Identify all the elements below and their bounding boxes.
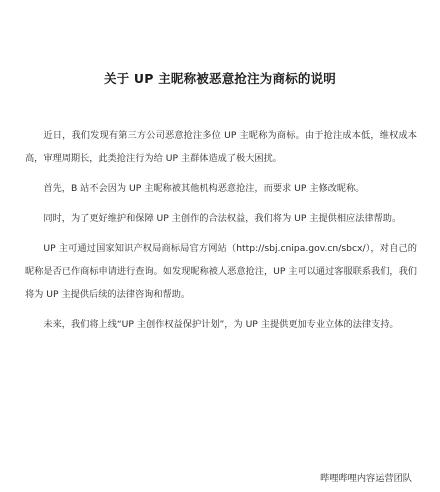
paragraph-future-plan: 未来，我们将上线“UP 主创作权益保护计划”，为 UP 主提供更加专业立体的法律支持。	[43, 319, 399, 330]
signature: 哔哩哔哩内容运营团队	[320, 473, 412, 484]
paragraph-query-instructions: UP 主可通过国家知识产权局商标局官方网站（http://sbj.cnipa.gov.cn/sbcx/），对自己的昵称是否已作商标申请进行查询。如发现昵称被人恶意抢注，UP 主可以通过客服联系我们，我们将为 UP 主提供后续的法律咨询和帮助。	[25, 243, 417, 300]
notice-body	[25, 124, 417, 336]
notice-title: 关于 UP 主昵称被恶意抢注为商标的说明	[103, 71, 337, 86]
paragraph-trademark-squatting: 近日，我们发现有第三方公司恶意抢注多位 UP 主昵称为商标。由于抢注成本低，维权成本高，审理周期长，此类抢注行为给 UP 主群体造成了极大困扰。	[25, 130, 417, 164]
paragraph-no-rename: 首先，B 站不会因为 UP 主昵称被其他机构恶意抢注，而要求 UP 主修改昵称。	[43, 183, 365, 194]
paragraph-legal-help: 同时，为了更好维护和保障 UP 主创作的合法权益，我们将为 UP 主提供相应法律帮助。	[43, 213, 402, 224]
